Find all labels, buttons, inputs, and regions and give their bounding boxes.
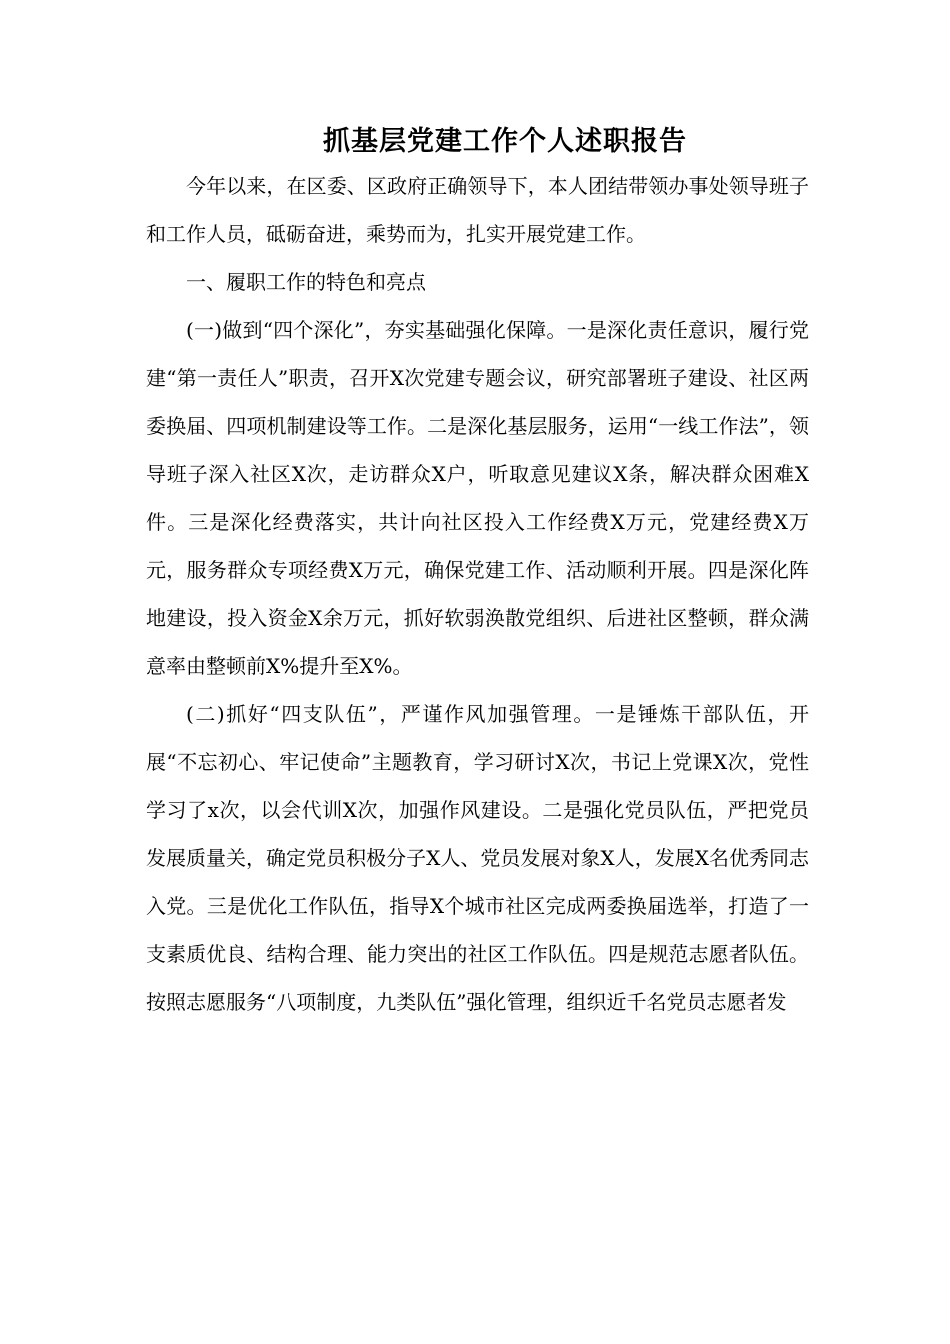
paragraph-four-teams: (二)抓好“四支队伍”，严谨作风加强管理。一是锤炼干部队伍，开展“不忘初心、牢记使命”主题教育，学习研讨X次，书记上党课X次，党性学习了x次，以会代训X次，加强作风建设。二是强化党员队伍，严把党员发展质量关，确定党员积极分子X人、党员发展对象X人，发展X名优秀同志入党。三是优化工作队伍，指导X个城市社区完成两委换届选举，打造了一支素质优良、结构合理、能力突出的社区工作队伍。四是规范志愿者队伍。按照志愿服务“八项制度，九类队伍”强化管理，组织近千名党员志愿者发: [146, 702, 809, 1014]
document-title: 抓基层党建工作个人述职报告: [323, 126, 687, 157]
paragraph-intro: 今年以来，在区委、区政府正确领导下，本人团结带领办事处领导班子和工作人员，砥砺奋进，乘势而为，扎实开展党建工作。: [146, 174, 809, 246]
paragraph-four-deepenings: (一)做到“四个深化”，夯实基础强化保障。一是深化责任意识，履行党建“第一责任人”职责，召开X次党建专题会议，研究部署班子建设、社区两委换届、四项机制建设等工作。二是深化基层服务，运用“一线工作法”，领导班子深入社区X次，走访群众X户，听取意见建议X条，解决群众困难X件。三是深化经费落实，共计向社区投入工作经费X万元，党建经费X万元，服务群众专项经费X万元，确保党建工作、活动顺利开展。四是深化阵地建设，投入资金X余万元，抓好软弱涣散党组织、后进社区整顿，群众满意率由整顿前X%提升至X%。: [146, 318, 809, 678]
document-body: [146, 162, 809, 1026]
section-heading: 一、履职工作的特色和亮点: [186, 270, 426, 294]
